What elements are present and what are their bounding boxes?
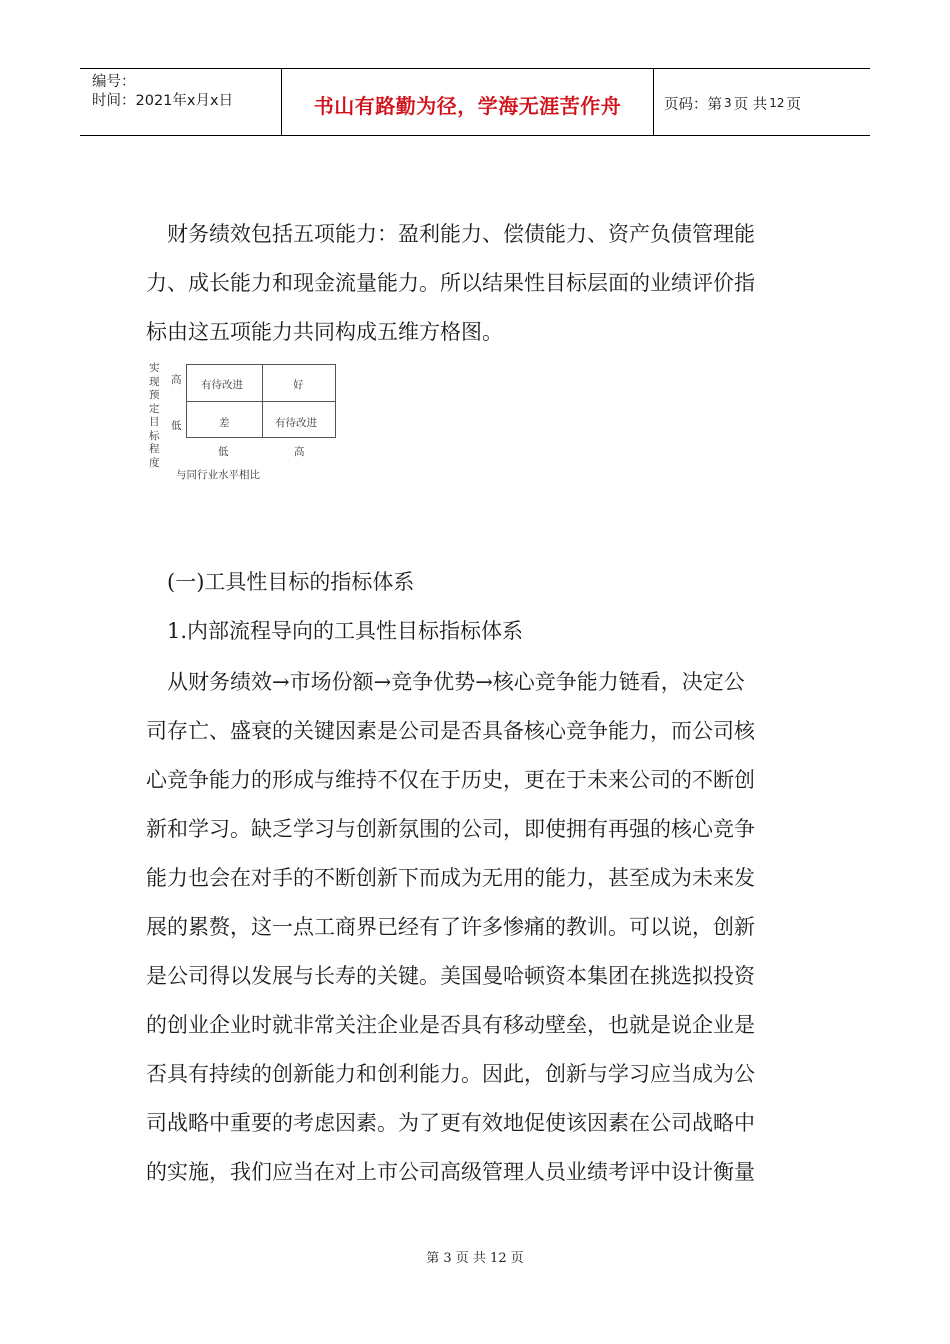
section-heading: (一)工具性目标的指标体系 bbox=[167, 570, 415, 594]
section-heading-block bbox=[146, 558, 806, 656]
grid-cell-bottom-left: 差 bbox=[219, 417, 230, 429]
body-line: 从财务绩效→市场份额→竞争优势→核心竞争能力链看，决定公 bbox=[167, 670, 745, 694]
body-line: 心竞争能力的形成与维持不仅在于历史，更在于未来公司的不断创 bbox=[146, 768, 755, 792]
header-motto: 书山有路勤为径，学海无涯苦作舟 bbox=[282, 69, 654, 135]
body-line: 的创业企业时就非常关注企业是否具有移动壁垒，也就是说企业是 bbox=[146, 1013, 755, 1037]
body-line: 新和学习。缺乏学习与创新氛围的公司，即使拥有再强的核心竞争 bbox=[146, 817, 755, 841]
body-line: 能力也会在对手的不断创新下而成为无用的能力，甚至成为未来发 bbox=[146, 866, 755, 890]
grid-divider-horizontal bbox=[187, 401, 335, 402]
figure-y-high: 高 bbox=[171, 374, 182, 386]
sub-heading: 1.内部流程导向的工具性目标指标体系 bbox=[167, 619, 524, 643]
intro-line: 力、成长能力和现金流量能力。所以结果性目标层面的业绩评价指 bbox=[146, 271, 755, 295]
page-current: 3 bbox=[724, 96, 732, 110]
intro-paragraph bbox=[146, 210, 806, 357]
document-time-label: 时间：2021年x月x日 bbox=[92, 93, 234, 109]
grid-cell-bottom-right: 有待改进 bbox=[275, 417, 317, 429]
page-mid: 页 共 bbox=[733, 96, 768, 113]
figure-x-label: 与同行业水平相比 bbox=[176, 469, 260, 481]
body-line: 司战略中重要的考虑因素。为了更有效地促使该因素在公司战略中 bbox=[146, 1111, 755, 1135]
header-page-info bbox=[654, 69, 870, 135]
figure-x-low: 低 bbox=[218, 446, 229, 458]
page-header bbox=[80, 68, 870, 136]
body-line: 的实施，我们应当在对上市公司高级管理人员业绩考评中设计衡量 bbox=[146, 1160, 755, 1184]
body-line: 司存亡、盛衰的关键因素是公司是否具备核心竞争能力，而公司核 bbox=[146, 719, 755, 743]
body-line: 展的累赘，这一点工商界已经有了许多惨痛的教训。可以说，创新 bbox=[146, 915, 755, 939]
performance-grid-figure bbox=[146, 360, 342, 484]
figure-grid bbox=[186, 364, 336, 438]
body-paragraph bbox=[146, 658, 806, 1197]
figure-y-label: 实现预定目标程度 bbox=[149, 362, 160, 469]
figure-y-low: 低 bbox=[171, 420, 182, 432]
body-line: 否具有持续的创新能力和创利能力。因此，创新与学习应当成为公 bbox=[146, 1062, 755, 1086]
intro-line: 财务绩效包括五项能力：盈利能力、偿债能力、资产负债管理能 bbox=[167, 222, 755, 246]
body-line: 是公司得以发展与长寿的关键。美国曼哈顿资本集团在挑选拟投资 bbox=[146, 964, 755, 988]
grid-cell-top-right: 好 bbox=[293, 379, 304, 391]
intro-line: 标由这五项能力共同构成五维方格图。 bbox=[146, 320, 503, 344]
page-footer: 第 3 页 共 12 页 bbox=[426, 1251, 524, 1266]
page-suffix: 页 bbox=[786, 96, 802, 113]
header-meta bbox=[80, 69, 282, 135]
document-number-label: 编号： bbox=[92, 74, 136, 90]
grid-cell-top-left: 有待改进 bbox=[201, 379, 243, 391]
figure-x-high: 高 bbox=[294, 446, 305, 458]
page-total: 12 bbox=[769, 96, 785, 110]
page-prefix: 页码：第 bbox=[664, 96, 722, 113]
